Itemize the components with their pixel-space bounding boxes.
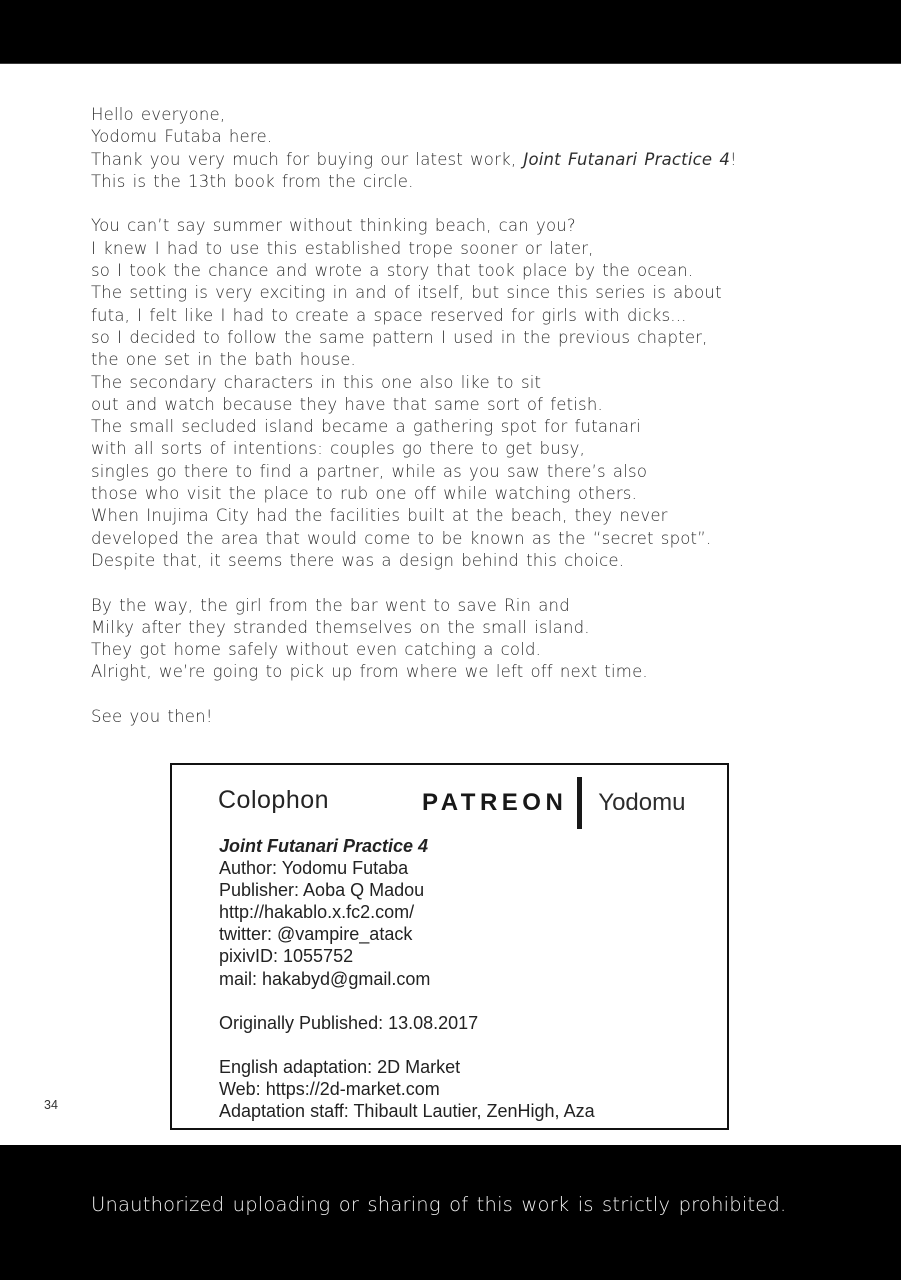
afterword-line: Hello everyone, [91, 105, 226, 124]
afterword-line-thanks [91, 149, 851, 171]
afterword-closing-line: See you then! [91, 707, 213, 727]
afterword-line: out and watch because they have that same sort of fetish. [91, 394, 603, 414]
afterword-line: I knew I had to use this established trope sooner or later, [91, 238, 594, 258]
patreon-logo [422, 777, 685, 829]
colophon-details [219, 835, 595, 1122]
afterword-line: the one set in the bath house. [91, 350, 357, 370]
colophon-line-web: Web: https://2d-market.com [219, 1079, 440, 1100]
afterword-line: Milky after they stranded themselves on the small island. [91, 617, 590, 637]
colophon-line-website: http://hakablo.x.fc2.com/ [219, 902, 415, 923]
afterword-line: This is the 13th book from the circle. [91, 171, 414, 191]
afterword-line: When Inujima City had the facilities built at the beach, they never [91, 506, 668, 526]
colophon-line-twitter: twitter: @vampire_atack [219, 924, 413, 945]
afterword-paragraph-postscript [91, 595, 851, 684]
patreon-account-name: Yodomu [598, 789, 686, 816]
afterword-text [91, 104, 851, 728]
afterword-paragraph-body [91, 215, 851, 572]
afterword-line: so I took the chance and wrote a story that took place by the ocean. [91, 261, 694, 281]
footer-warning-text: Unauthorized uploading or sharing of this work is strictly prohibited. [91, 1193, 787, 1216]
colophon-adaptation-group [219, 1056, 595, 1122]
colophon-line-adaptation: English adaptation: 2D Market [219, 1056, 461, 1077]
afterword-paragraph-intro [91, 104, 851, 193]
afterword-line: The setting is very exciting in and of itself, but since this series is about [91, 283, 722, 303]
colophon-line-mail: mail: hakabyd@gmail.com [219, 968, 431, 989]
colophon-credits-group [219, 835, 595, 990]
afterword-line: futa, I felt like I had to create a space reserved for girls with dicks... [91, 305, 687, 325]
colophon-line-author: Author: Yodomu Futaba [219, 858, 409, 879]
afterword-line: The secondary characters in this one also like to sit [91, 372, 542, 392]
afterword-line: so I decided to follow the same pattern I used in the previous chapter, [91, 327, 708, 347]
colophon-line-published: Originally Published: 13.08.2017 [219, 1012, 479, 1033]
afterword-line: Alright, we’re going to pick up from where we left off next time. [91, 662, 648, 682]
thanks-prefix: Thank you very much for buying our latest work, [91, 149, 524, 169]
afterword-line: They got home safely without even catching a cold. [91, 640, 542, 660]
afterword-line: Yodomu Futaba here. [91, 127, 273, 147]
thanks-suffix: ! [730, 149, 737, 169]
afterword-line: those who visit the place to rub one off while watching others. [91, 484, 638, 504]
bottom-black-bar [0, 1145, 901, 1280]
afterword-line: developed the area that would come to be known as the “secret spot”. [91, 528, 712, 548]
patreon-divider-bar [577, 777, 582, 829]
colophon-line-publisher: Publisher: Aoba Q Madou [219, 880, 425, 901]
colophon-line-pixiv: pixivID: 1055752 [219, 946, 354, 967]
page-number: 34 [44, 1098, 58, 1112]
afterword-line: singles go there to find a partner, while as you saw there’s also [91, 461, 648, 481]
afterword-line: The small secluded island became a gathering spot for futanari [91, 417, 641, 437]
afterword-line: Despite that, it seems there was a design behind this choice. [91, 550, 625, 570]
afterword-paragraph-closing [91, 706, 851, 728]
colophon-book-title: Joint Futanari Practice 4 [219, 836, 429, 856]
afterword-line: with all sorts of intentions: couples go there to get busy, [91, 439, 586, 459]
afterword-line: By the way, the girl from the bar went to save Rin and [91, 595, 570, 615]
colophon-line-staff: Adaptation staff: Thibault Lautier, ZenHigh, Aza [219, 1101, 595, 1122]
top-black-bar [0, 0, 901, 64]
afterword-line: You can’t say summer without thinking beach, can you? [91, 216, 576, 236]
colophon-published-group [219, 1012, 595, 1034]
work-title-italic: Joint Futanari Practice 4 [523, 149, 731, 169]
colophon-box [170, 763, 729, 1130]
patreon-wordmark: PATREON [422, 789, 568, 816]
colophon-heading: Colophon [218, 786, 330, 814]
